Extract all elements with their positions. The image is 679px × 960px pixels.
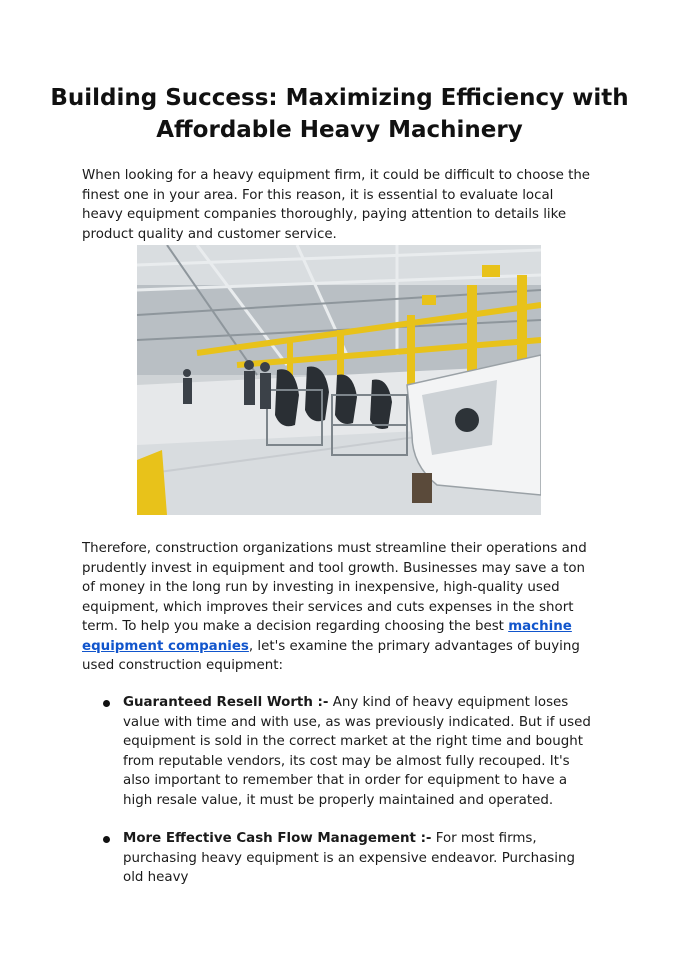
advantages-intro-paragraph [82,539,592,676]
list-item-heading: More Effective Cash Flow Management :- [123,831,432,846]
intro-paragraph: When looking for a heavy equipment firm, it could be difficult to choose the finest one in your area. For this reason, it is essential to evaluate local heavy equipment companies thoroughly, paying attention to details like product quality and customer service. [82,168,591,242]
list-item [82,829,597,888]
page-title: Building Success: Maximizing Efficiency with Affordable Heavy Machinery [50,85,629,143]
list-item-heading: Guaranteed Resell Worth :- [123,695,329,710]
list-item-text: Any kind of heavy equipment loses value with time and with use, as was previously indicated. But if used equipment is sold in the correct market at the right time and bought from reputable vendors, its cost may be almost fully recouped. It's also important to remember that in order for equipment to have a high resale value, it must be properly maintained and operated. [123,695,591,808]
advantages-intro-text-tail: , let's examine the primary advantages of buying used construction equipment: [82,638,580,673]
machine-equipment-companies-link[interactable]: machine equipment companies [82,619,572,654]
factory-assembly-line-image [137,245,541,515]
list-item-text: For most firms, purchasing heavy equipment is an expensive endeavor. Purchasing old heavy [123,831,575,885]
bullet-icon [103,700,110,707]
list-item [82,693,597,810]
bullet-icon [103,836,110,843]
advantages-list [82,693,597,907]
advantages-intro-text: Therefore, construction organizations must streamline their operations and prudently invest in equipment and tool growth. Businesses may save a ton of money in the long run by investing in inexpensive, high-quality used equipment, which improves their services and cuts expenses in the short term. To help you make a decision regarding choosing the best [82,541,587,634]
